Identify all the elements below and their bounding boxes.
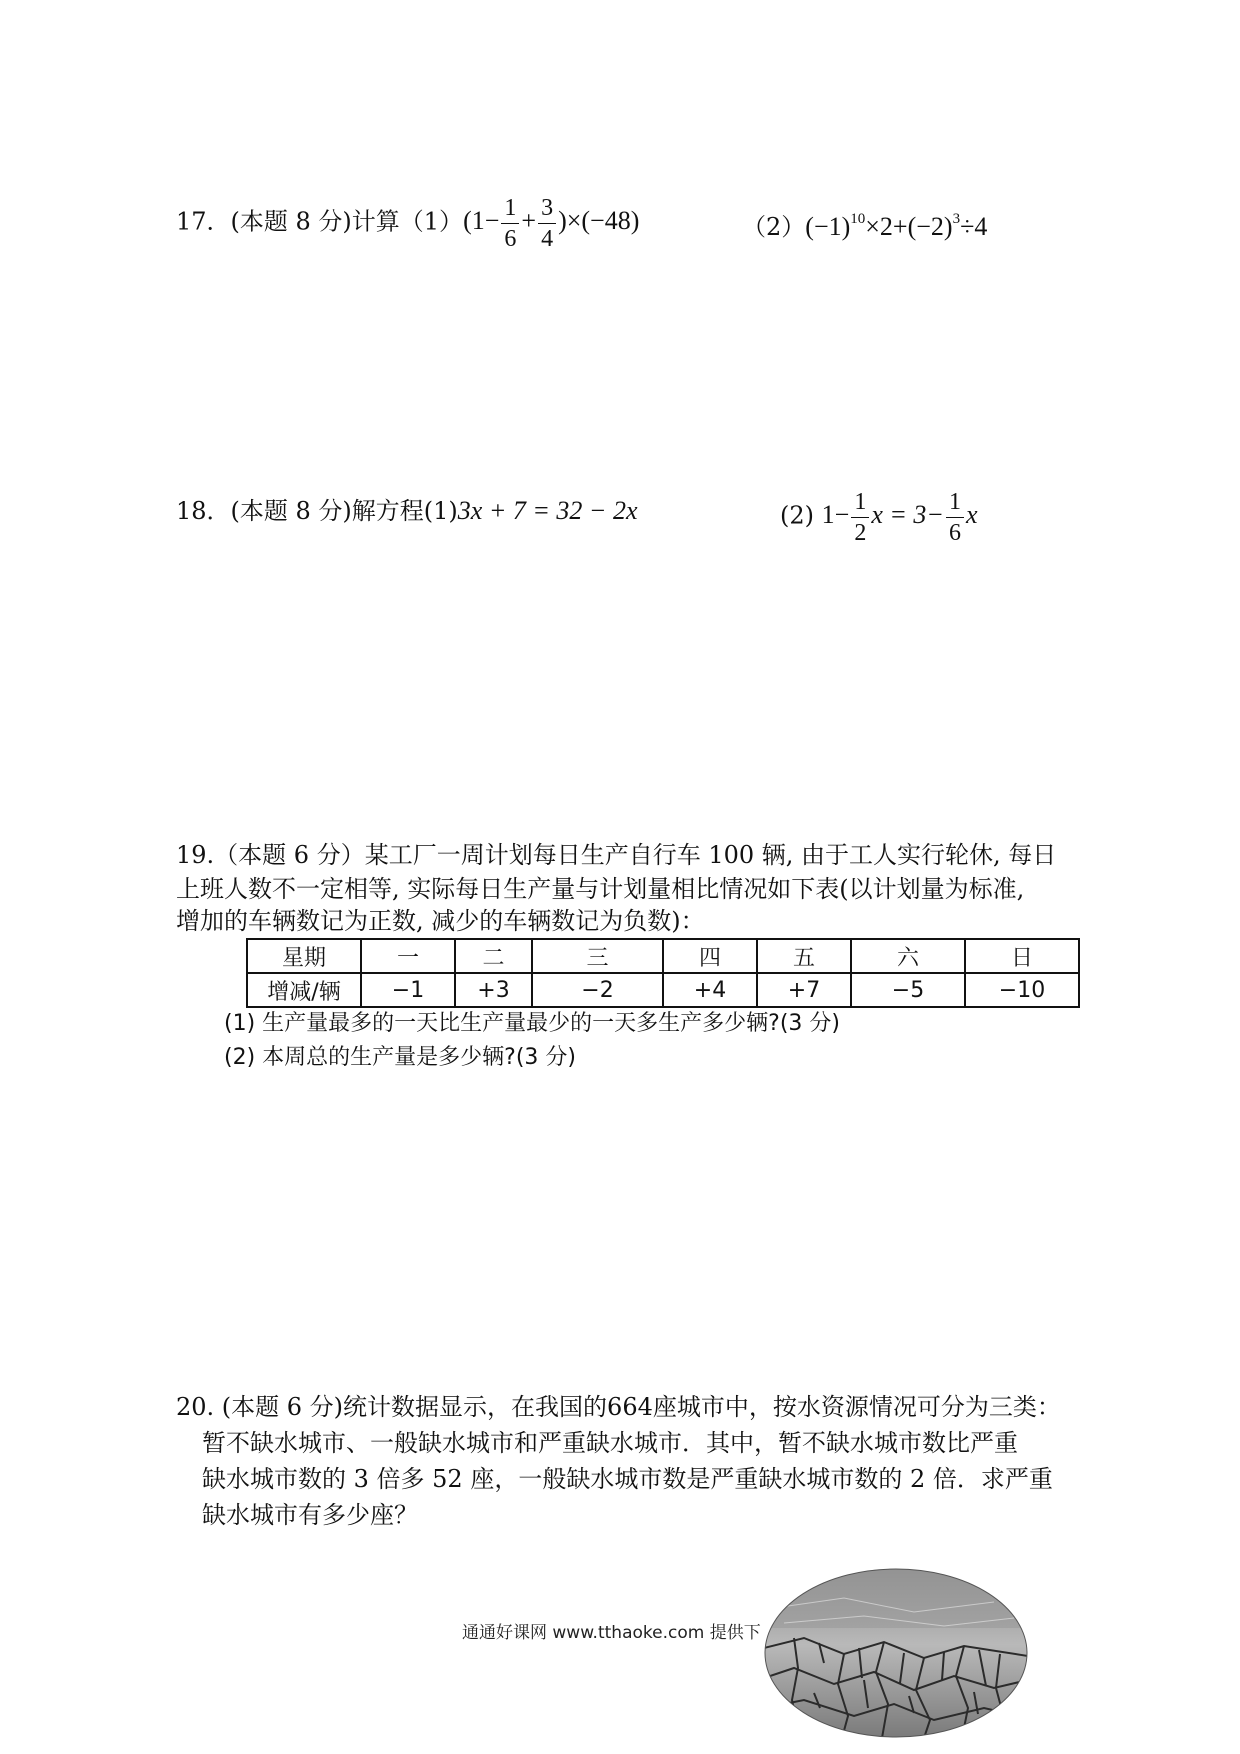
fraction-1-2 — [851, 490, 869, 545]
q17-expr2-end: ÷4 — [960, 212, 988, 241]
q18-part2-label: (2) — [780, 501, 814, 530]
q17-plus: + — [521, 206, 537, 236]
table-cell: +4 — [663, 973, 757, 1007]
q19-subquestion-2: (2) 本周总的生产量是多少辆?(3 分) — [224, 1045, 576, 1070]
q18-expr2-b: x = 3− — [871, 500, 944, 530]
fraction-denominator: 6 — [504, 226, 517, 252]
table-cell: 二 — [455, 939, 532, 973]
table-cell: −2 — [532, 973, 663, 1007]
q17-expression-2 — [805, 212, 987, 241]
fraction-3-4 — [538, 196, 556, 251]
production-table — [246, 938, 1080, 1008]
q17-expression-1 — [463, 195, 640, 252]
fraction-denominator: 6 — [948, 520, 961, 546]
table-cell: 五 — [757, 939, 851, 973]
table-cell: −1 — [361, 973, 455, 1007]
fraction-numerator: 1 — [851, 490, 869, 518]
fraction-numerator: 3 — [538, 196, 556, 224]
question-17 — [176, 196, 639, 251]
q17-expr2-base: (−1) — [805, 212, 851, 241]
q19-line-3: 增加的车辆数记为正数, 减少的车辆数记为负数)： — [176, 907, 705, 935]
q19-line-1: 19.（本题 6 分）某工厂一周计划每日生产自行车 100 辆, 由于工人实行轮休, 每日 — [176, 841, 1057, 869]
question-17-part-2 — [742, 202, 987, 244]
fraction-1-6 — [501, 196, 519, 251]
question-18-part-2 — [780, 490, 978, 545]
q20-line-4: 缺水城市有多少座？ — [202, 1501, 418, 1529]
drought-photo — [764, 1568, 1028, 1738]
fraction-denominator: 2 — [854, 520, 867, 546]
q18-expression-1: 3x + 7 = 32 − 2x — [457, 496, 638, 525]
fraction-denominator: 4 — [541, 226, 554, 252]
q17-label: 17．(本题 8 分)计算（1） — [176, 207, 464, 236]
fraction-1-6 — [946, 490, 964, 545]
q19-line-2: 上班人数不一定相等, 实际每日生产量与计划量相比情况如下表(以计划量为标准, — [176, 875, 1025, 903]
q19-subquestion-1: (1) 生产量最多的一天比生产量最少的一天多生产多少辆?(3 分) — [224, 1011, 840, 1036]
q20-line-2: 暂不缺水城市、一般缺水城市和严重缺水城市．其中，暂不缺水城市数比严重 — [202, 1429, 1018, 1457]
question-18 — [176, 494, 638, 528]
table-row — [247, 973, 1079, 1007]
table-cell: +7 — [757, 973, 851, 1007]
q17-part2-label: （2） — [742, 213, 806, 241]
q18-expr2-c: x — [965, 500, 978, 530]
table-cell: 增减/辆 — [247, 973, 361, 1007]
table-cell: −10 — [965, 973, 1079, 1007]
q17-exponent-10: 10 — [850, 211, 866, 227]
table-cell: +3 — [455, 973, 532, 1007]
table-cell: 六 — [851, 939, 965, 973]
table-cell: 四 — [663, 939, 757, 973]
q20-line-1: 20. (本题 6 分)统计数据显示，在我国的664座城市中，按水资源情况可分为三类： — [176, 1393, 1061, 1421]
q17-expr1-close: )×(−48) — [558, 206, 640, 236]
table-cell: 一 — [361, 939, 455, 973]
q20-line-3: 缺水城市数的 3 倍多 52 座，一般缺水城市数是严重缺水城市数的 2 倍．求严重 — [202, 1465, 1053, 1493]
q18-expression-2 — [821, 489, 978, 546]
table-cell: 日 — [965, 939, 1079, 973]
q18-label: 18．(本题 8 分)解方程(1) — [176, 497, 458, 525]
q17-expr2-mid: ×2+(−2) — [865, 212, 953, 241]
footer-credit: 通通好课网 www.tthaoke.com 提供下 — [462, 1623, 761, 1643]
table-cell: 三 — [532, 939, 663, 973]
fraction-numerator: 1 — [946, 490, 964, 518]
table-cell: 星期 — [247, 939, 361, 973]
table-header-row — [247, 939, 1079, 973]
q18-expr2-a: 1− — [821, 500, 850, 530]
table-cell: −5 — [851, 973, 965, 1007]
fraction-numerator: 1 — [501, 196, 519, 224]
q17-exponent-3: 3 — [952, 211, 961, 227]
q17-expr1-open: (1− — [463, 206, 500, 236]
